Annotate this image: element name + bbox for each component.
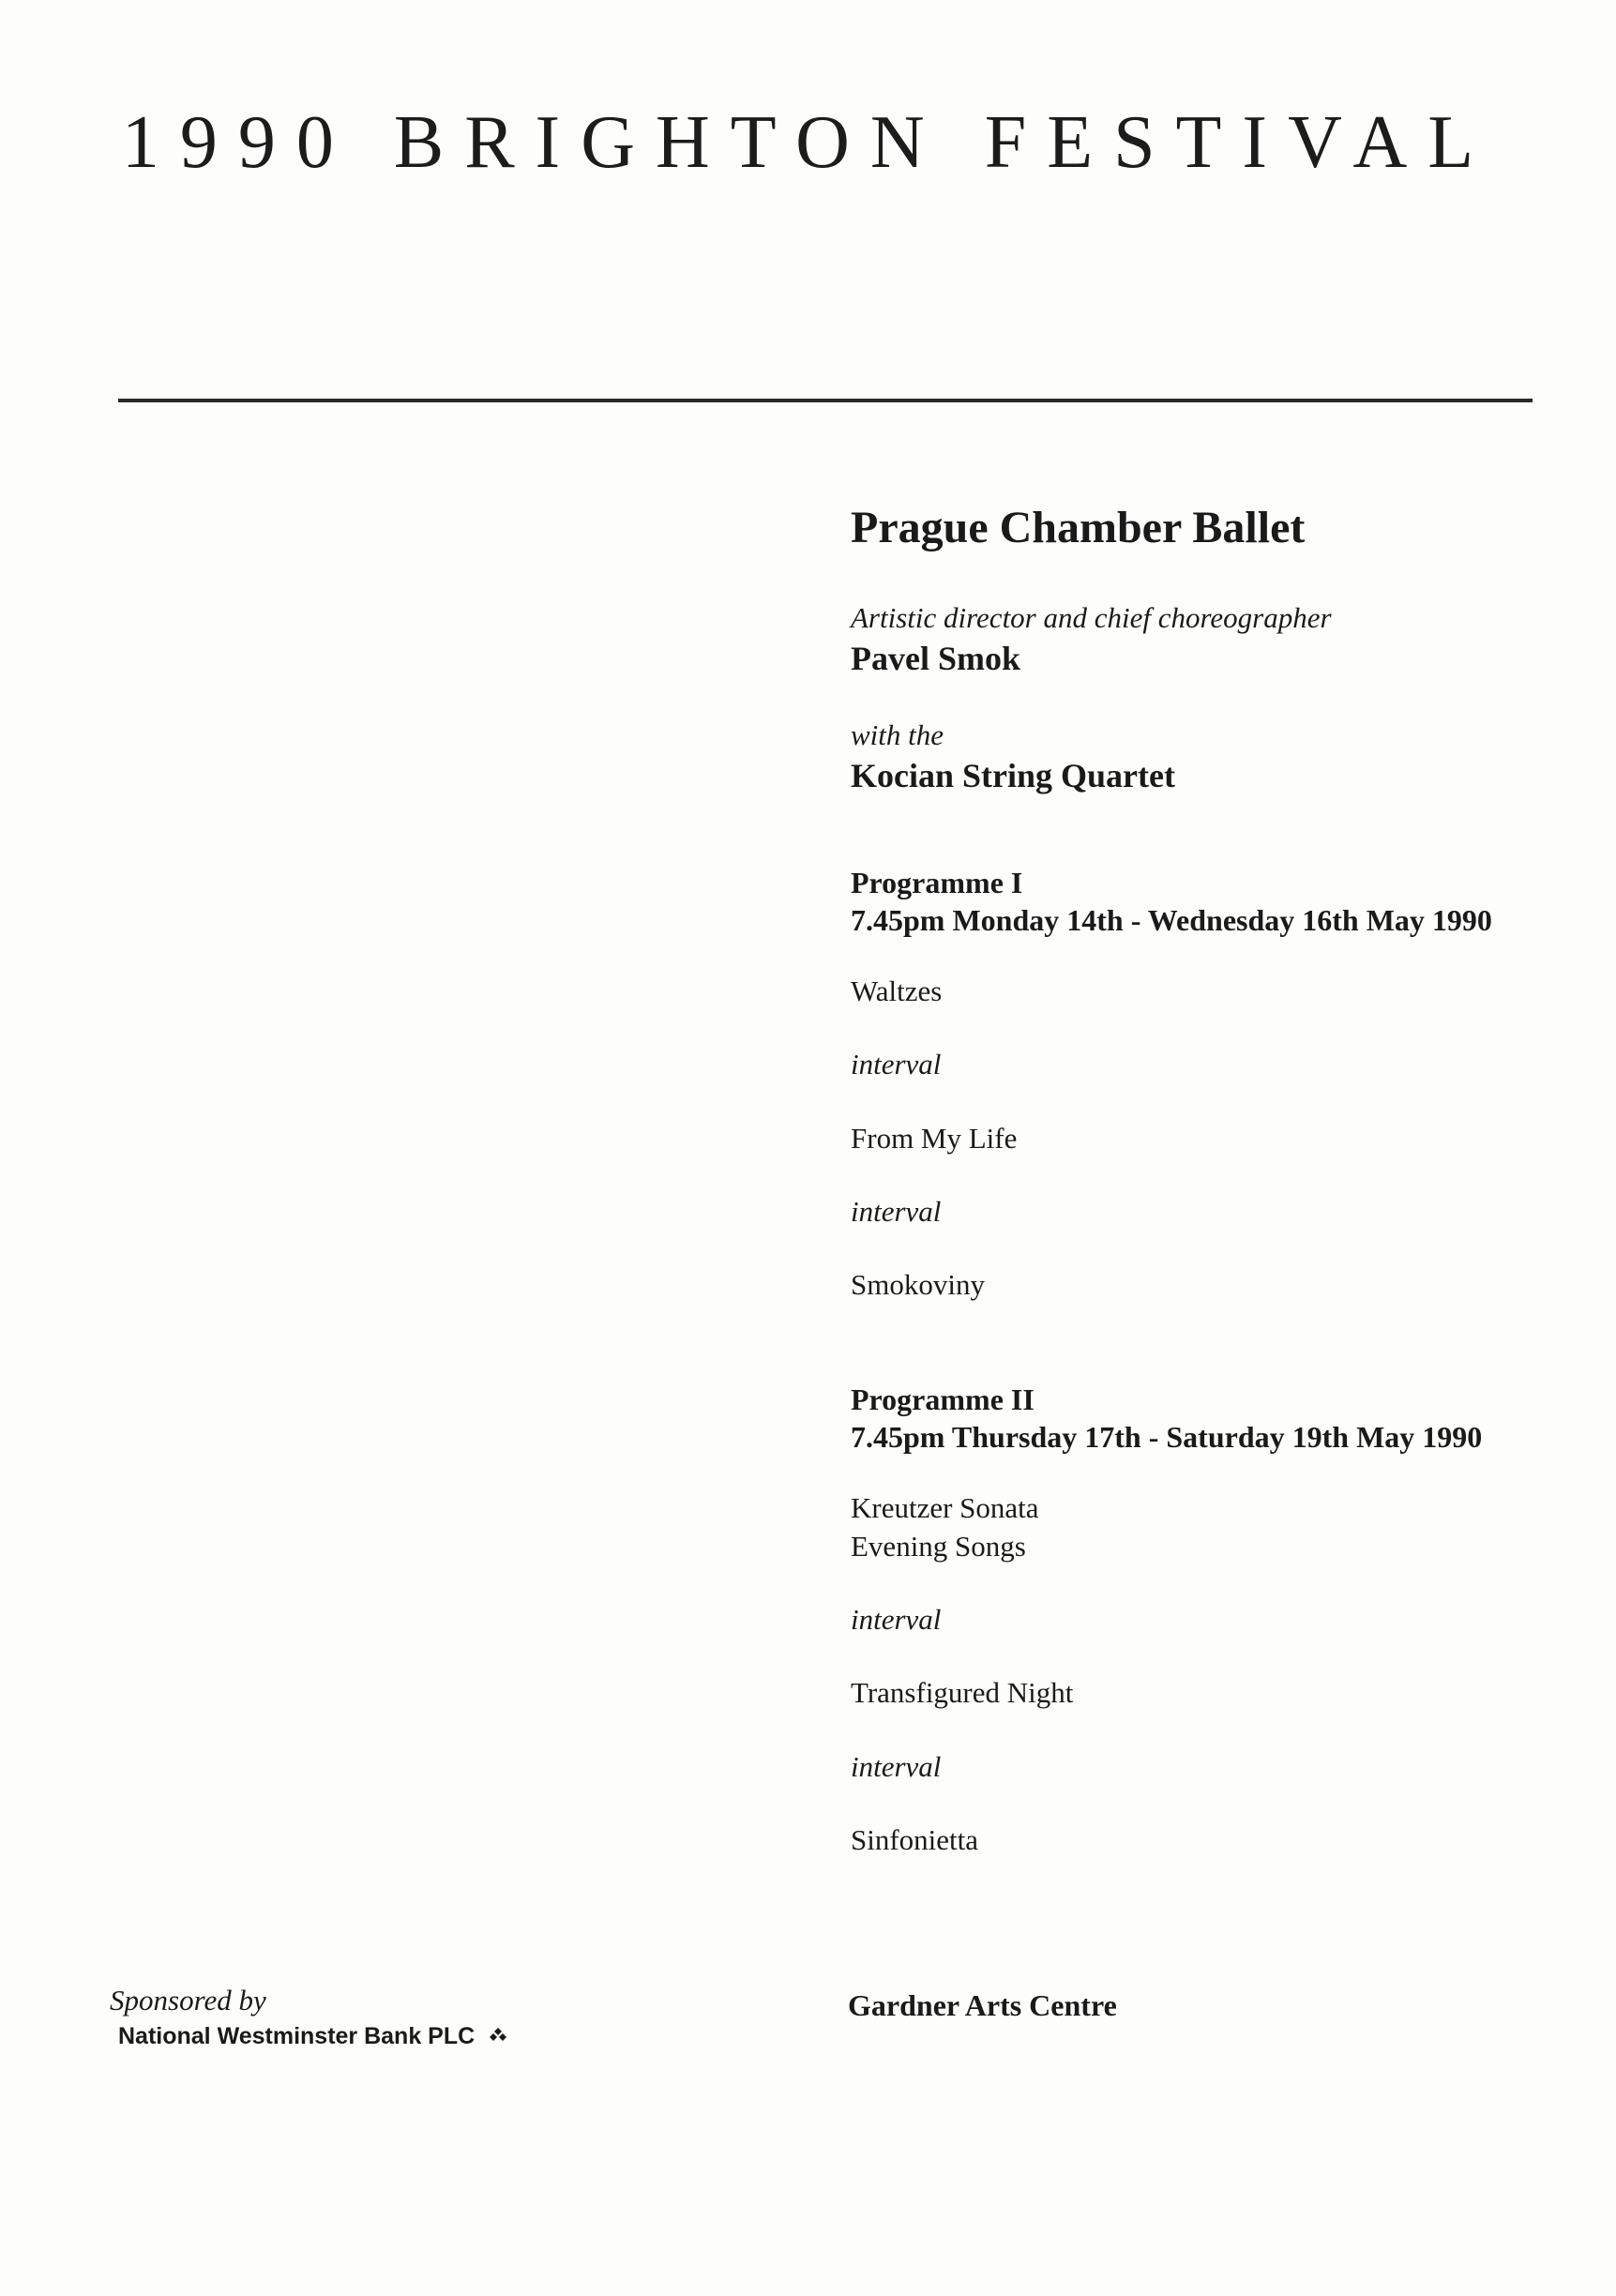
programme-title: Programme II [851, 1382, 1035, 1417]
director-role: Artistic director and chief choreographer [851, 601, 1332, 635]
interval-label: interval [851, 1749, 942, 1783]
programme-group [851, 1601, 1563, 1639]
ballet-title: Evening Songs [851, 1529, 1026, 1563]
director-name: Pavel Smok [851, 640, 1021, 678]
interval-label: interval [851, 1048, 942, 1081]
ballet-title: Waltzes [851, 974, 943, 1007]
programme-group [851, 973, 1563, 1010]
programme-group [851, 1489, 1563, 1565]
programme-group [851, 1193, 1563, 1231]
venue-name: Gardner Arts Centre [848, 1988, 1117, 2022]
programme-title: Programme I [851, 865, 1023, 899]
programme-1 [851, 864, 1563, 1304]
programme-group [851, 1674, 1563, 1712]
programme-group [851, 1266, 1563, 1304]
ballet-title: Transfigured Night [851, 1676, 1074, 1710]
natwest-logo-icon [489, 2025, 507, 2052]
ensemble-name: Kocian String Quartet [851, 756, 1175, 794]
programme-items [851, 973, 1563, 1304]
ballet-title: Smokoviny [851, 1268, 985, 1302]
company-name: Prague Chamber Ballet [851, 503, 1306, 552]
with-label: with the [851, 718, 944, 751]
festival-title: 1990 BRIGHTON FESTIVAL [121, 100, 1495, 184]
programme-group [851, 1120, 1563, 1157]
programme-group [851, 1821, 1563, 1859]
sponsor-label: Sponsored by [110, 1984, 266, 2017]
title-divider [118, 399, 1533, 402]
sponsor [118, 2023, 507, 2052]
interval-label: interval [851, 1603, 942, 1637]
programme-group [851, 1046, 1563, 1083]
sponsor-name: National Westminster Bank PLC [118, 2023, 476, 2049]
programme-dates: 7.45pm Thursday 17th - Saturday 19th May 1990 [851, 1420, 1483, 1455]
programme-2 [851, 1381, 1563, 1859]
programme-group [851, 1748, 1563, 1786]
programme-dates: 7.45pm Monday 14th - Wednesday 16th May 1990 [851, 902, 1492, 937]
programme-column [851, 502, 1563, 1859]
interval-label: interval [851, 1194, 942, 1228]
ballet-title: From My Life [851, 1121, 1018, 1155]
ballet-title: Kreutzer Sonata [851, 1491, 1039, 1525]
ballet-title: Sinfonietta [851, 1822, 979, 1856]
programme-items [851, 1489, 1563, 1859]
